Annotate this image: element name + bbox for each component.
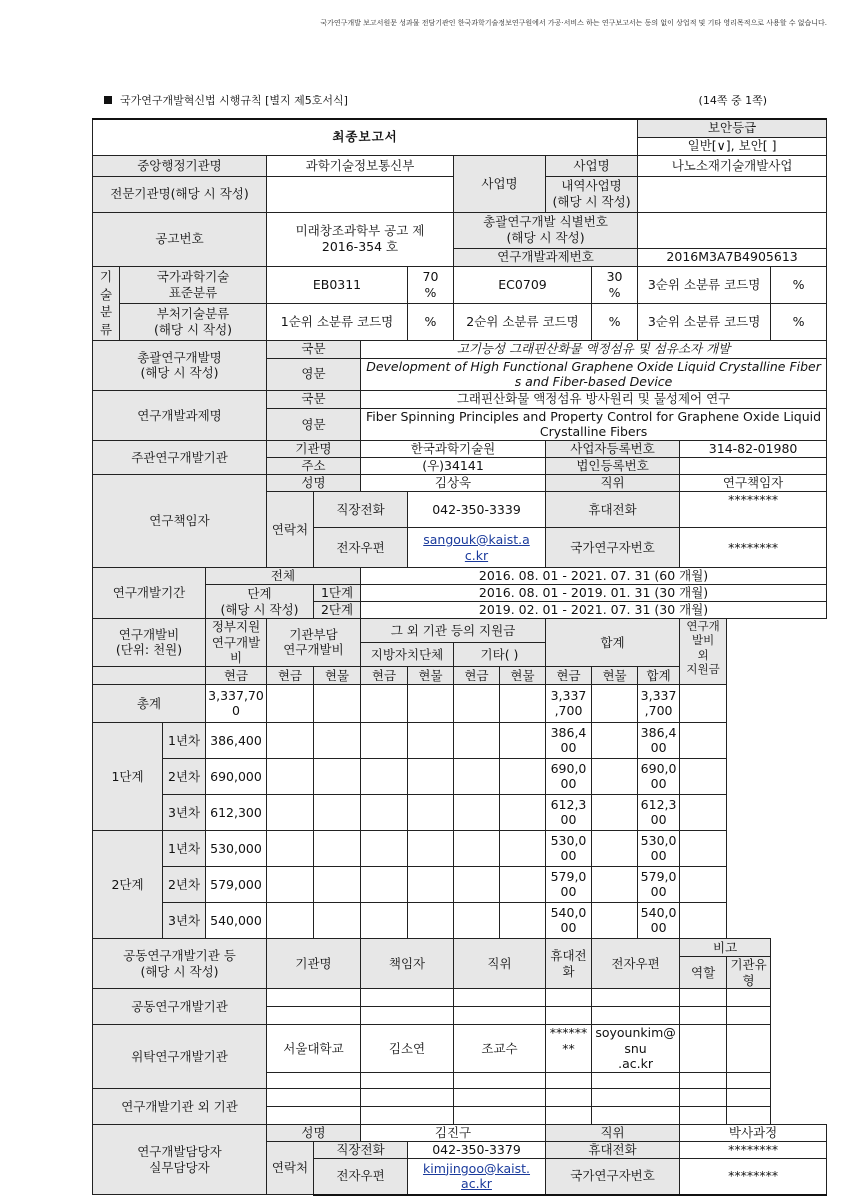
budget-cell — [680, 794, 727, 830]
inst-cash-header: 현금 — [267, 666, 314, 684]
usage-notice: 국가연구개발 보고서원문 성과물 전담기관인 한국과학기술정보연구원에서 가공·서비스 하는 연구보고서는 동의 없이 상업적 및 기타 영리목적으로 사용할 수 없습니다. — [320, 19, 827, 27]
budget-cell — [267, 722, 314, 758]
joint-col-head: 책임자 — [361, 938, 454, 988]
final-report-form — [92, 118, 827, 1196]
budget-cell — [361, 794, 408, 830]
consign-type — [727, 1025, 771, 1073]
joint-cell — [267, 1089, 361, 1107]
budget-cell — [454, 758, 500, 794]
task-number-label: 연구개발과제번호 — [454, 248, 638, 266]
joint-col-email: 전자우편 — [592, 938, 680, 988]
period-label: 연구개발기간 — [93, 568, 206, 619]
ministry-class-label: 부처기술분류 (해당 시 작성) — [120, 303, 267, 340]
overall-name-label: 총괄연구개발명 (해당 시 작성) — [93, 340, 267, 390]
staff-mobile-label: 휴대전화 — [546, 1142, 680, 1159]
pi-name: 김상욱 — [361, 475, 546, 492]
joint-cell — [454, 1073, 546, 1089]
consign-role — [680, 1025, 727, 1073]
budget-year-label: 1년차 — [163, 830, 206, 866]
national-class-1-pct: 70 % — [408, 266, 454, 303]
budget-sum-total: 690,0 00 — [638, 758, 680, 794]
budget-year-label: 2년차 — [163, 758, 206, 794]
joint-col-org: 기관명 — [267, 938, 361, 988]
business-name-value: 나노소재기술개발사업 — [638, 155, 827, 176]
budget-cell — [361, 902, 408, 938]
agency-label: 전문기관명(해당 시 작성) — [93, 176, 267, 212]
budget-cell — [361, 866, 408, 902]
tech-class-group-label: 기 술 분 류 — [93, 266, 120, 340]
task-name-en: Fiber Spinning Principles and Property Control for Graphene Oxide Liquid Crystalline Fibers — [361, 408, 827, 440]
local-cash-header: 현금 — [361, 666, 408, 684]
budget-sum-cash: 690,0 00 — [546, 758, 592, 794]
budget-year-label: 3년차 — [163, 794, 206, 830]
pi-email-link[interactable]: sangouk@kaist.a c.kr — [408, 528, 546, 568]
joint-label: 공동연구개발기관 등 (해당 시 작성) — [93, 938, 267, 988]
joint-col-note: 비고 — [680, 938, 771, 956]
budget-total-cell — [454, 684, 500, 722]
joint-cell — [361, 1007, 454, 1025]
budget-cell — [267, 830, 314, 866]
budget-inst-label: 기관부담 연구개발비 — [267, 619, 361, 667]
staff-position-label: 직위 — [546, 1125, 680, 1142]
budget-total-cell — [408, 684, 454, 722]
sum-cash-header: 현금 — [546, 666, 592, 684]
staff-name: 김진구 — [361, 1125, 546, 1142]
announce-label: 공고번호 — [93, 212, 267, 266]
ministry-class-2-code: 2순위 소분류 코드명 — [454, 303, 592, 340]
budget-cell — [500, 794, 546, 830]
budget-extra-label: 연구개발비 외 지원금 — [680, 619, 727, 685]
budget-gov-label: 정부지원 연구개발비 — [206, 619, 267, 667]
budget-cell — [592, 830, 638, 866]
budget-cell — [361, 830, 408, 866]
joint-cell — [727, 989, 771, 1007]
budget-cell — [592, 902, 638, 938]
joint-cell — [454, 1007, 546, 1025]
budget-cell — [314, 866, 361, 902]
staff-position: 박사과정 — [680, 1125, 827, 1142]
joint-cell — [680, 1007, 727, 1025]
joint-cell — [546, 1007, 592, 1025]
budget-total-sum-total: 3,337 ,700 — [638, 684, 680, 722]
budget-cell — [454, 794, 500, 830]
budget-cell — [408, 722, 454, 758]
business-name-label: 사업명 — [546, 155, 638, 176]
announce-value: 미래창조과학부 공고 제 2016-354 호 — [267, 212, 454, 266]
pi-phone-label: 직장전화 — [314, 492, 408, 528]
budget-sum-label: 합계 — [546, 619, 680, 667]
budget-total-cell — [361, 684, 408, 722]
budget-cell — [592, 794, 638, 830]
budget-total-gov: 3,337,700 — [206, 684, 267, 722]
etc-kind-header: 현물 — [500, 666, 546, 684]
budget-sum-total: 386,4 00 — [638, 722, 680, 758]
staff-contact-label: 연락처 — [267, 1142, 314, 1195]
ministry-class-1-code: 1순위 소분류 코드명 — [267, 303, 408, 340]
period-total: 2016. 08. 01 - 2021. 07. 31 (60 개월) — [361, 568, 827, 585]
ministry-class-2-pct: % — [592, 303, 638, 340]
budget-cell — [592, 866, 638, 902]
budget-gov-value: 386,400 — [206, 722, 267, 758]
staff-name-label: 성명 — [267, 1125, 361, 1142]
joint-cell — [592, 1107, 680, 1125]
national-class-2-code: EC0709 — [454, 266, 592, 303]
host-corp-label: 법인등록번호 — [546, 458, 680, 475]
budget-cell — [267, 794, 314, 830]
budget-gov-value: 540,000 — [206, 902, 267, 938]
pi-mobile-label: 휴대전화 — [546, 492, 680, 528]
budget-gov-value: 612,300 — [206, 794, 267, 830]
budget-cell — [408, 758, 454, 794]
overall-name-kr: 고기능성 그래핀산화물 액정섬유 및 섬유소자 개발 — [361, 340, 827, 358]
joint-cell — [546, 1089, 592, 1107]
budget-cell — [680, 866, 727, 902]
joint-cell — [592, 1007, 680, 1025]
budget-sum-cash: 540,0 00 — [546, 902, 592, 938]
task-number-value: 2016M3A7B4905613 — [638, 248, 827, 266]
budget-cell — [680, 830, 727, 866]
consign-position: 조교수 — [454, 1025, 546, 1073]
budget-total-label: 총계 — [93, 684, 206, 722]
host-biz-label: 사업자등록번호 — [546, 441, 680, 458]
budget-cell — [680, 758, 727, 794]
period-total-label: 전체 — [206, 568, 361, 585]
joint-cell — [592, 1073, 680, 1089]
budget-cell — [408, 794, 454, 830]
joint-cell — [267, 1107, 361, 1125]
sub-business-value — [638, 176, 827, 212]
joint-cell — [361, 1073, 454, 1089]
joint-cell — [680, 1089, 727, 1107]
budget-cell — [314, 758, 361, 794]
staff-email-label: 전자우편 — [314, 1159, 408, 1195]
budget-year-label: 2년차 — [163, 866, 206, 902]
outside-org-label: 연구개발기관 외 기관 — [93, 1089, 267, 1125]
joint-cell — [454, 989, 546, 1007]
budget-cell — [408, 866, 454, 902]
budget-cell — [454, 830, 500, 866]
gov-cash-header: 현금 — [206, 666, 267, 684]
ministry-label: 중앙행정기관명 — [93, 155, 267, 176]
budget-cell — [361, 758, 408, 794]
budget-gov-value: 690,000 — [206, 758, 267, 794]
budget-local-label: 지방자치단체 — [361, 642, 454, 666]
pi-email-label: 전자우편 — [314, 528, 408, 568]
host-label: 주관연구개발기관 — [93, 441, 267, 475]
host-addr-label: 주소 — [267, 458, 361, 475]
staff-phone: 042-350-3379 — [408, 1142, 546, 1159]
host-org-label: 기관명 — [267, 441, 361, 458]
budget-gov-value: 530,000 — [206, 830, 267, 866]
ministry-class-3-pct: % — [771, 303, 827, 340]
joint-col-position: 직위 — [454, 938, 546, 988]
overall-name-en-label: 영문 — [267, 358, 361, 390]
security-value: 일반[∨], 보안[ ] — [638, 137, 827, 155]
joint-cell — [267, 1073, 361, 1089]
budget-stage2-label: 2단계 — [93, 830, 163, 938]
budget-cell — [454, 722, 500, 758]
budget-cell — [314, 794, 361, 830]
budget-sum-cash: 530,0 00 — [546, 830, 592, 866]
joint-cell — [592, 1089, 680, 1107]
joint-cell — [592, 989, 680, 1007]
national-class-3-pct: % — [771, 266, 827, 303]
joint-cell — [454, 1089, 546, 1107]
joint-cell — [454, 1107, 546, 1125]
budget-cell — [680, 902, 727, 938]
national-class-2-pct: 30 % — [592, 266, 638, 303]
budget-sum-cash: 612,3 00 — [546, 794, 592, 830]
overall-id-label: 총괄연구개발 식별번호 (해당 시 작성) — [454, 212, 638, 248]
agency-value — [267, 176, 454, 212]
form-reference-text: 국가연구개발혁신법 시행규칙 [별지 제5호서식] — [120, 94, 348, 107]
budget-year-label: 3년차 — [163, 902, 206, 938]
pi-position: 연구책임자 — [680, 475, 827, 492]
joint-col-type: 기관유형 — [727, 956, 771, 988]
budget-cell — [500, 866, 546, 902]
business-label: 사업명 — [454, 155, 546, 212]
task-name-label: 연구개발과제명 — [93, 390, 267, 440]
joint-org-label: 공동연구개발기관 — [93, 989, 267, 1025]
sub-business-label: 내역사업명 (해당 시 작성) — [546, 176, 638, 212]
joint-cell — [546, 989, 592, 1007]
budget-etc-label: 기타( ) — [454, 642, 546, 666]
budget-cell — [267, 866, 314, 902]
national-class-1-code: EB0311 — [267, 266, 408, 303]
report-title: 최종보고서 — [93, 119, 638, 155]
page-indicator: (14쪽 중 1쪽) — [698, 94, 767, 107]
staff-natid-label: 국가연구자번호 — [546, 1159, 680, 1195]
budget-cell — [408, 902, 454, 938]
budget-sum-total: 540,0 00 — [638, 902, 680, 938]
budget-stage1-label: 1단계 — [93, 722, 163, 830]
staff-email-link[interactable]: kimjingoo@kaist. ac.kr — [408, 1159, 546, 1195]
pi-label: 연구책임자 — [93, 475, 267, 568]
ministry-value: 과학기술정보통신부 — [267, 155, 454, 176]
budget-total-cell — [267, 684, 314, 722]
sum-kind-header: 현물 — [592, 666, 638, 684]
budget-cell — [267, 902, 314, 938]
joint-cell — [727, 1073, 771, 1089]
task-name-kr: 그래핀산화물 액정섬유 방사원리 및 물성제어 연구 — [361, 390, 827, 408]
budget-cell — [592, 722, 638, 758]
budget-sum-total: 579,0 00 — [638, 866, 680, 902]
etc-cash-header: 현금 — [454, 666, 500, 684]
consign-mobile: ******** — [546, 1025, 592, 1073]
joint-cell — [680, 989, 727, 1007]
joint-cell — [361, 1107, 454, 1125]
budget-sum-cash: 579,0 00 — [546, 866, 592, 902]
budget-total-cell — [314, 684, 361, 722]
period-stage2-label: 2단계 — [314, 602, 361, 619]
pi-phone: 042-350-3339 — [408, 492, 546, 528]
joint-cell — [267, 989, 361, 1007]
pi-name-label: 성명 — [267, 475, 361, 492]
sum-total-header: 합계 — [638, 666, 680, 684]
budget-year-label: 1년차 — [163, 722, 206, 758]
budget-cell — [500, 722, 546, 758]
host-org: 한국과학기술원 — [361, 441, 546, 458]
national-class-label: 국가과학기술 표준분류 — [120, 266, 267, 303]
budget-label: 연구개발비 (단위: 천원) — [93, 619, 206, 667]
period-stage1: 2016. 08. 01 - 2019. 01. 31 (30 개월) — [361, 585, 827, 602]
host-biz: 314-82-01980 — [680, 441, 827, 458]
joint-cell — [267, 1007, 361, 1025]
task-name-kr-label: 국문 — [267, 390, 361, 408]
pi-contact-label: 연락처 — [267, 492, 314, 568]
joint-cell — [546, 1073, 592, 1089]
budget-cell — [680, 722, 727, 758]
budget-cell — [500, 830, 546, 866]
period-stage1-label: 1단계 — [314, 585, 361, 602]
period-stage-label: 단계 (해당 시 작성) — [206, 585, 314, 619]
joint-col-role: 역할 — [680, 956, 727, 988]
budget-total-sum-cash: 3,337 ,700 — [546, 684, 592, 722]
pi-position-label: 직위 — [546, 475, 680, 492]
national-class-3-code: 3순위 소분류 코드명 — [638, 266, 771, 303]
budget-corner — [93, 666, 206, 684]
budget-sum-cash: 386,4 00 — [546, 722, 592, 758]
budget-cell — [454, 902, 500, 938]
pi-natid: ******** — [680, 528, 827, 568]
budget-total-cell — [500, 684, 546, 722]
task-name-en-label: 영문 — [267, 408, 361, 440]
staff-phone-label: 직장전화 — [314, 1142, 408, 1159]
joint-cell — [546, 1107, 592, 1125]
consign-email: soyounkim@snu .ac.kr — [592, 1025, 680, 1073]
consign-head: 김소연 — [361, 1025, 454, 1073]
budget-cell — [314, 902, 361, 938]
ministry-class-3-code: 3순위 소분류 코드명 — [638, 303, 771, 340]
staff-label: 연구개발담당자 실무담당자 — [93, 1125, 267, 1195]
form-reference — [104, 92, 348, 108]
overall-id-value — [638, 212, 827, 248]
staff-natid: ******** — [680, 1159, 827, 1195]
budget-total-cell — [680, 684, 727, 722]
joint-cell — [680, 1107, 727, 1125]
budget-sum-total: 612,3 00 — [638, 794, 680, 830]
joint-col-mobile: 휴대전화 — [546, 938, 592, 988]
budget-cell — [454, 866, 500, 902]
security-label: 보안등급 — [638, 119, 827, 137]
host-corp — [680, 458, 827, 475]
pi-mobile: ******** — [680, 492, 827, 528]
joint-cell — [361, 989, 454, 1007]
budget-cell — [314, 722, 361, 758]
period-stage2: 2019. 02. 01 - 2021. 07. 31 (30 개월) — [361, 602, 827, 619]
staff-mobile: ******** — [680, 1142, 827, 1159]
budget-cell — [267, 758, 314, 794]
budget-other-label: 그 외 기관 등의 지원금 — [361, 619, 546, 643]
budget-cell — [408, 830, 454, 866]
joint-cell — [361, 1089, 454, 1107]
overall-name-en: Development of High Functional Graphene Oxide Liquid Crystalline Fibers and Fiber-based Device — [361, 358, 827, 390]
budget-cell — [592, 758, 638, 794]
budget-sum-total: 530,0 00 — [638, 830, 680, 866]
pi-natid-label: 국가연구자번호 — [546, 528, 680, 568]
budget-cell — [500, 902, 546, 938]
budget-cell — [314, 830, 361, 866]
joint-cell — [727, 1089, 771, 1107]
local-kind-header: 현물 — [408, 666, 454, 684]
ministry-class-1-pct: % — [408, 303, 454, 340]
budget-total-cell — [592, 684, 638, 722]
joint-cell — [727, 1007, 771, 1025]
inst-kind-header: 현물 — [314, 666, 361, 684]
budget-gov-value: 579,000 — [206, 866, 267, 902]
host-addr: (우)34141 — [361, 458, 546, 475]
consign-org-label: 위탁연구개발기관 — [93, 1025, 267, 1089]
square-bullet-icon — [104, 96, 112, 104]
consign-org: 서울대학교 — [267, 1025, 361, 1073]
budget-cell — [500, 758, 546, 794]
joint-cell — [680, 1073, 727, 1089]
budget-cell — [361, 722, 408, 758]
overall-name-kr-label: 국문 — [267, 340, 361, 358]
joint-cell — [727, 1107, 771, 1125]
